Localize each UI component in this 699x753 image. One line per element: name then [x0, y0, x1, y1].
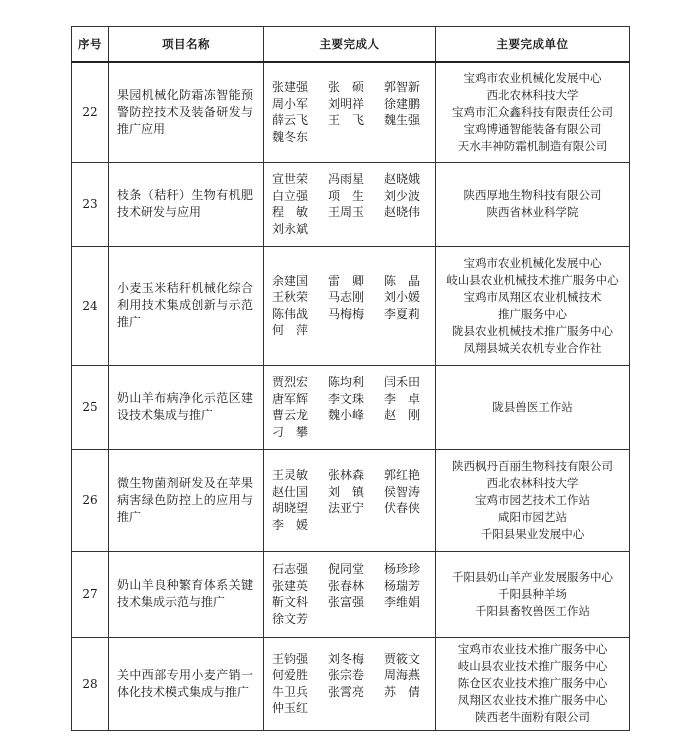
person-name: 薛云飞: [272, 113, 309, 128]
unit-name: 宝鸡博通智能装备有限公司: [463, 121, 602, 136]
person-name: 刘 镇: [328, 484, 365, 499]
unit-name: 宝鸡市汇众鑫科技有限责任公司: [452, 104, 613, 119]
person-name: 余建国: [272, 273, 309, 288]
unit-name: 宝鸡市凤翔区农业机械技术: [463, 289, 602, 304]
units-cell: [436, 637, 630, 730]
people-cell: [264, 449, 436, 551]
person-name: 周小军: [272, 96, 309, 111]
person-name: 仲玉红: [272, 701, 309, 715]
person-name: 魏生强: [384, 113, 421, 128]
person-name: 贾筱文: [384, 651, 421, 666]
person-name: 倪同堂: [328, 562, 365, 576]
unit-name: 千阳县畜牧兽医工作站: [475, 603, 590, 618]
person-name: 郭智新: [384, 80, 421, 95]
person-name: 唐军辉: [272, 391, 309, 406]
person-name: 李文珠: [328, 391, 365, 406]
row-number: 24: [72, 246, 109, 365]
unit-name: 岐山县农业机械技术推广服务中心: [446, 272, 619, 287]
person-name: 魏冬东: [272, 129, 309, 144]
award-table: [71, 26, 630, 731]
person-name: 张林森: [328, 468, 365, 482]
unit-name: 宝鸡市农业技术推广服务中心: [457, 642, 608, 656]
table-row: [72, 449, 630, 551]
row-number: 25: [72, 365, 109, 449]
person-name: 魏小峰: [328, 408, 365, 422]
person-name: 宣世荣: [272, 172, 309, 186]
person-name: 王灵敏: [272, 468, 309, 482]
table-row: [72, 162, 630, 246]
person-name: 苏 倩: [384, 684, 421, 699]
person-name: 胡晓望: [272, 501, 309, 515]
header-row: [72, 27, 630, 63]
person-name: 伏春侠: [384, 501, 421, 515]
people-list: [272, 171, 429, 237]
unit-name: 千阳县果业发展中心: [480, 526, 585, 541]
person-name: 刘明祥: [328, 96, 365, 111]
unit-name: 凤翔县城关农机专业合作社: [463, 340, 602, 355]
unit-name: 陇县农业机械技术推广服务中心: [452, 323, 613, 338]
row-number: 27: [72, 551, 109, 637]
person-name: 张霄亮: [328, 684, 365, 699]
people-list: [272, 79, 429, 145]
row-number: 28: [72, 637, 109, 730]
person-name: 郭红艳: [384, 468, 421, 482]
person-name: 马梅梅: [328, 306, 365, 321]
table-row: [72, 551, 630, 637]
person-name: 周海燕: [384, 668, 421, 682]
unit-name: 陕西老牛面粉有限公司: [475, 710, 590, 724]
person-name: 赵仕国: [272, 484, 309, 499]
unit-name: 陕西厚地生物科技有限公司: [463, 188, 602, 202]
units-cell: [436, 365, 630, 449]
project-name: 奶山羊布病净化示范区建设技术集成与推广: [109, 365, 264, 449]
person-name: 李 媛: [272, 517, 309, 532]
person-name: 杨珍珍: [384, 562, 421, 576]
header-project: 项目名称: [109, 27, 264, 63]
people-list: [272, 374, 429, 440]
unit-name: 天水丰神防霜机制造有限公司: [457, 138, 608, 153]
project-name: 奶山羊良种繁育体系关键技术集成示范与推广: [109, 551, 264, 637]
people-list: [272, 561, 429, 627]
people-list: [272, 651, 429, 717]
project-name: 果园机械化防霜冻智能预警防控技术及装备研发与推广应用: [109, 62, 264, 162]
person-name: 张建强: [272, 80, 309, 95]
person-name: 王 飞: [328, 113, 365, 128]
person-name: 雷 卿: [328, 273, 365, 288]
person-name: 赵 刚: [384, 408, 421, 422]
person-name: 曹云龙: [272, 408, 309, 422]
units-cell: [436, 246, 630, 365]
person-name: 刘少波: [384, 188, 421, 203]
person-name: 冯雨星: [328, 172, 365, 186]
person-name: 徐建鹏: [384, 96, 421, 111]
people-cell: [264, 62, 436, 162]
people-cell: [264, 162, 436, 246]
person-name: 陈伟战: [272, 306, 309, 321]
unit-name: 咸阳市园艺站: [498, 509, 567, 524]
unit-name: 推广服务中心: [498, 306, 567, 321]
person-name: 项 生: [328, 188, 365, 203]
person-name: 张建英: [272, 578, 309, 593]
people-cell: [264, 551, 436, 637]
person-name: 石志强: [272, 562, 309, 576]
person-name: 陈 晶: [384, 273, 421, 288]
unit-name: 宝鸡市农业机械化发展中心: [463, 255, 602, 270]
person-name: 刁 攀: [272, 424, 309, 439]
person-name: 刘永斌: [272, 221, 309, 236]
person-name: 赵晓伟: [384, 205, 421, 219]
unit-name: 千阳县种羊场: [498, 586, 567, 601]
person-name: 刘冬梅: [328, 651, 365, 666]
row-number: 26: [72, 449, 109, 551]
person-name: 赵晓娥: [384, 172, 421, 186]
project-name: 枝条（秸秆）生物有机肥技术研发与应用: [109, 162, 264, 246]
unit-name: 陕西枫丹百丽生物科技有限公司: [452, 458, 613, 473]
unit-name: 陇县兽医工作站: [492, 399, 573, 414]
project-name: 关中西部专用小麦产销一体化技术模式集成与推广: [109, 637, 264, 730]
person-name: 贾烈宏: [272, 375, 309, 389]
units-cell: [436, 162, 630, 246]
person-name: 马志刚: [328, 290, 365, 304]
people-cell: [264, 365, 436, 449]
person-name: 闫禾田: [384, 375, 421, 389]
people-cell: [264, 637, 436, 730]
people-list: [272, 467, 429, 533]
person-name: 何爱胜: [272, 668, 309, 682]
person-name: 张富强: [328, 595, 365, 609]
project-name: 微生物菌剂研发及在苹果病害绿色防控上的应用与推广: [109, 449, 264, 551]
unit-name: 千阳县奶山羊产业发展服务中心: [452, 569, 613, 584]
person-name: 牛卫兵: [272, 684, 309, 699]
project-name: 小麦玉米秸秆机械化综合利用技术集成创新与示范推广: [109, 246, 264, 365]
units-cell: [436, 551, 630, 637]
person-name: 李维娟: [384, 595, 421, 609]
header-units: 主要完成单位: [436, 27, 630, 63]
person-name: 徐文芳: [272, 611, 309, 626]
header-no: 序号: [72, 27, 109, 63]
person-name: 白立强: [272, 188, 309, 203]
unit-name: 宝鸡市农业机械化发展中心: [463, 70, 602, 85]
person-name: 王钧强: [272, 651, 309, 666]
person-name: 何 萍: [272, 323, 309, 337]
person-name: 张 硕: [328, 80, 365, 95]
unit-name: 西北农林科技大学: [486, 475, 579, 490]
table-row: [72, 62, 630, 162]
person-name: 靳文科: [272, 595, 309, 609]
unit-name: 西北农林科技大学: [486, 87, 579, 102]
row-number: 23: [72, 162, 109, 246]
table-row: [72, 637, 630, 730]
people-cell: [264, 246, 436, 365]
person-name: 张春林: [328, 578, 365, 593]
person-name: 程 敏: [272, 205, 309, 219]
unit-name: 岐山县农业技术推广服务中心: [457, 659, 608, 673]
person-name: 李 卓: [384, 391, 421, 406]
unit-name: 陕西省林业科学院: [486, 205, 579, 219]
header-people: 主要完成人: [264, 27, 436, 63]
table-row: [72, 246, 630, 365]
unit-name: 宝鸡市园艺技术工作站: [475, 492, 590, 507]
person-name: 李夏莉: [384, 306, 421, 321]
person-name: 侯智涛: [384, 484, 421, 499]
row-number: 22: [72, 62, 109, 162]
person-name: 张宗卷: [328, 668, 365, 682]
person-name: 杨瑞芳: [384, 578, 421, 593]
units-cell: [436, 449, 630, 551]
person-name: 陈均利: [328, 375, 365, 389]
people-list: [272, 273, 429, 339]
units-cell: [436, 62, 630, 162]
person-name: 刘小媛: [384, 290, 421, 304]
person-name: 王周玉: [328, 205, 365, 219]
person-name: 王秋荣: [272, 290, 309, 304]
unit-name: 陈仓区农业技术推广服务中心: [457, 676, 608, 690]
table-row: [72, 365, 630, 449]
person-name: 法亚宁: [328, 501, 365, 515]
unit-name: 凤翔区农业技术推广服务中心: [457, 693, 608, 707]
